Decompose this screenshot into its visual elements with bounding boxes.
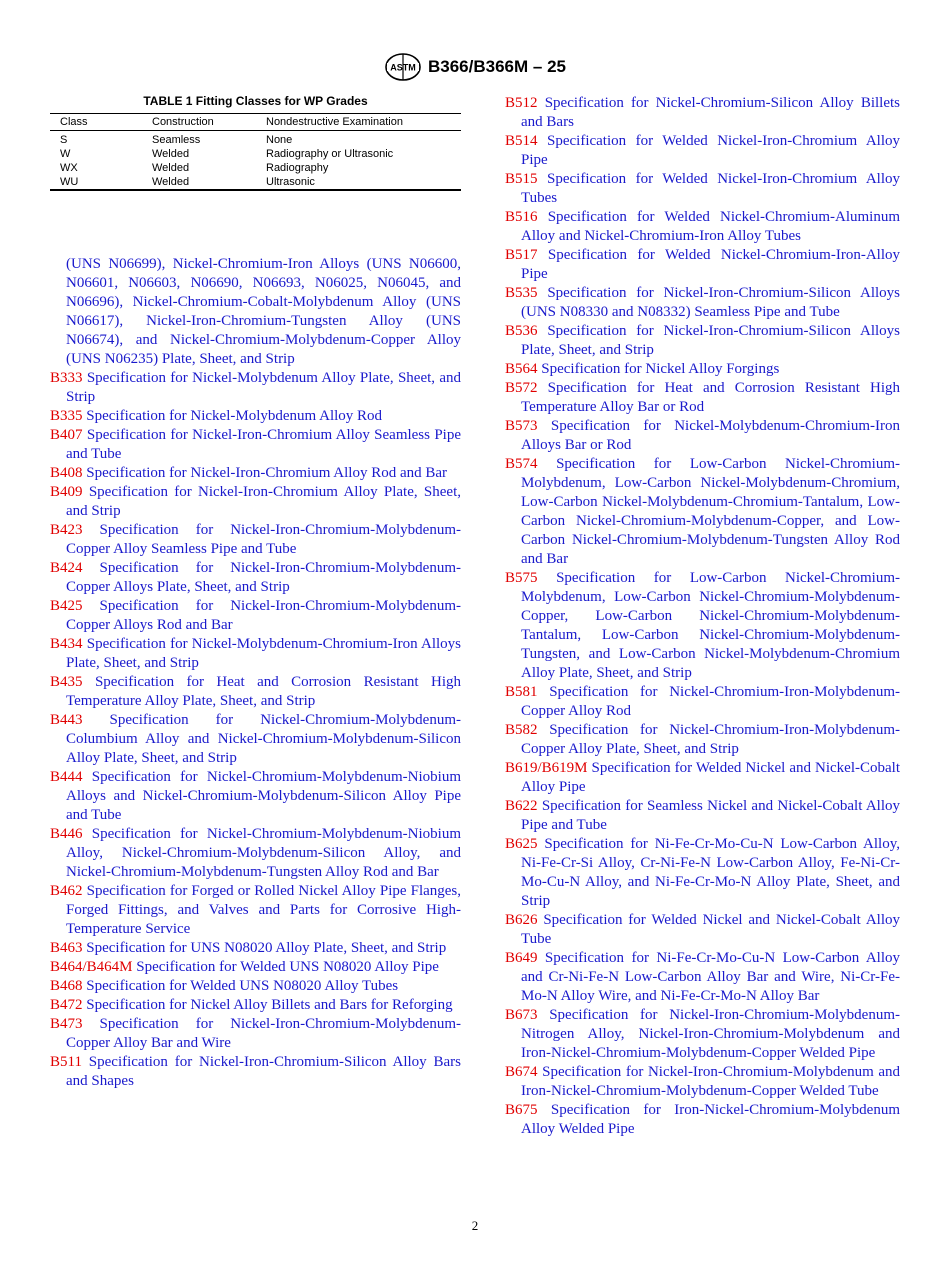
- reference-item: [505, 455, 900, 569]
- reference-item: [50, 768, 461, 825]
- reference-code-link[interactable]: B468: [50, 978, 83, 994]
- reference-title-link[interactable]: Specification for Nickel-Chromium-Iron-Molybdenum-Copper Alloy Rod: [521, 684, 900, 719]
- reference-code-link[interactable]: B462: [50, 883, 83, 899]
- reference-code-link[interactable]: B564: [505, 361, 538, 377]
- reference-code-link[interactable]: B515: [505, 171, 538, 187]
- reference-code-link[interactable]: B473: [50, 1016, 83, 1032]
- reference-item: [505, 360, 900, 379]
- reference-title-link[interactable]: Specification for Nickel-Iron-Chromium-Molybdenum-Copper Alloy Bar and Wire: [66, 1016, 462, 1051]
- reference-code-link[interactable]: B464/B464M: [50, 959, 133, 975]
- astm-logo-icon: [384, 52, 422, 82]
- reference-title-link[interactable]: Specification for Nickel-Chromium-Silicon Alloy Billets and Bars: [521, 95, 900, 130]
- reference-title-link[interactable]: Specification for Nickel-Iron-Chromium-Silicon Alloys (UNS N08330 and N08332) Seamless Pipe and Tube: [521, 285, 900, 320]
- reference-item: [505, 1006, 900, 1063]
- reference-title-link[interactable]: Specification for Welded Nickel-Chromium-Aluminum Alloy and Nickel-Chromium-Iron Alloy Tubes: [521, 209, 901, 244]
- reference-item: [505, 170, 900, 208]
- reference-title-link[interactable]: Specification for Welded Nickel-Iron-Chromium Alloy Tubes: [521, 171, 901, 206]
- reference-title-link[interactable]: Specification for Nickel Alloy Forgings: [541, 361, 780, 377]
- left-column: [50, 94, 461, 1091]
- reference-item: [505, 721, 900, 759]
- reference-title-link[interactable]: Specification for Nickel Alloy Billets and Bars for Reforging: [86, 997, 453, 1013]
- reference-item: [505, 911, 900, 949]
- table-cell: Welded: [152, 176, 190, 188]
- table-cell: Welded: [152, 148, 190, 160]
- reference-title-link[interactable]: Specification for Nickel-Chromium-Iron-Molybdenum-Copper Alloy Plate, Sheet, and Strip: [521, 722, 900, 757]
- table-cell: Ultrasonic: [266, 176, 315, 188]
- reference-title-link[interactable]: Specification for Forged or Rolled Nickel Alloy Pipe Flanges, Forged Fittings, and Valves and Parts for Corrosive High-Temperature Service: [66, 883, 462, 937]
- reference-title-link[interactable]: Specification for Iron-Nickel-Chromium-Molybdenum Alloy Welded Pipe: [521, 1102, 901, 1137]
- right-reference-list: [505, 94, 900, 1139]
- reference-item: [50, 426, 461, 464]
- reference-title-link[interactable]: Specification for Heat and Corrosion Resistant High Temperature Alloy Bar or Rod: [521, 380, 900, 415]
- column-header-class: Class: [50, 114, 142, 131]
- reference-code-link[interactable]: B675: [505, 1102, 538, 1118]
- table-header-row: [50, 114, 461, 131]
- reference-item: [50, 464, 461, 483]
- reference-title-link[interactable]: Specification for Nickel-Molybdenum Alloy Rod: [86, 408, 383, 424]
- reference-item: [505, 94, 900, 132]
- table-row: [50, 131, 461, 148]
- reference-title-link[interactable]: Specification for Welded Nickel and Nickel-Cobalt Alloy Pipe: [521, 760, 900, 795]
- column-header-construction: Construction: [142, 114, 256, 131]
- page-header: [0, 52, 950, 87]
- reference-code-link[interactable]: B673: [505, 1007, 538, 1023]
- reference-code-link[interactable]: B581: [505, 684, 538, 700]
- reference-code-link[interactable]: B472: [50, 997, 83, 1013]
- right-column: [505, 94, 900, 1139]
- reference-item: [50, 369, 461, 407]
- reference-code-link[interactable]: B514: [505, 133, 538, 149]
- reference-item: [505, 132, 900, 170]
- reference-item: [50, 483, 461, 521]
- reference-code-link[interactable]: B574: [505, 456, 538, 472]
- reference-code-link[interactable]: B619/B619M: [505, 760, 588, 776]
- table-caption: TABLE 1 Fitting Classes for WP Grades: [143, 94, 368, 108]
- reference-title-link[interactable]: Specification for Welded UNS N08020 Alloy Tubes: [86, 978, 399, 994]
- reference-title-link[interactable]: Specification for Nickel-Chromium-Molybdenum-Niobium Alloy, Nickel-Chromium-Molybdenum-Silicon Alloy, and Nickel-Chromium-Molybdenum-Tungsten Alloy Rod and Bar: [66, 826, 462, 880]
- reference-item: [505, 797, 900, 835]
- column-header-nde: Nondestructive Examination: [256, 114, 461, 131]
- reference-code-link[interactable]: B511: [50, 1054, 82, 1070]
- reference-code-link[interactable]: B517: [505, 247, 538, 263]
- reference-title-link[interactable]: Specification for Welded Nickel-Chromium-Iron-Alloy Pipe: [521, 247, 900, 282]
- reference-title-link[interactable]: Specification for Nickel-Iron-Chromium-Silicon Alloy Bars and Shapes: [66, 1054, 461, 1089]
- reference-item: [505, 569, 900, 683]
- fitting-classes-table: [50, 113, 461, 191]
- table-cell: None: [266, 134, 293, 146]
- reference-code-link[interactable]: B622: [505, 798, 538, 814]
- table-cell: Radiography: [266, 162, 329, 174]
- reference-code-link[interactable]: B463: [50, 940, 83, 956]
- reference-code-link[interactable]: B572: [505, 380, 538, 396]
- reference-code-link[interactable]: B536: [505, 323, 538, 339]
- reference-title-link[interactable]: Specification for Welded Nickel and Nickel-Cobalt Alloy Tube: [521, 912, 900, 947]
- reference-code-link[interactable]: B408: [50, 465, 83, 481]
- reference-item: [505, 1101, 900, 1139]
- reference-code-link[interactable]: B435: [50, 674, 83, 690]
- reference-code-link[interactable]: B516: [505, 209, 538, 225]
- reference-title-link[interactable]: Specification for Nickel-Molybdenum-Chromium-Iron Alloys Bar or Rod: [521, 418, 901, 453]
- reference-continuation: (UNS N06699), Nickel-Chromium-Iron Alloys (UNS N06600, N06601, N06603, N06690, N06693, N06025, N06045, and N06696), Nickel-Chromium-Cobalt-Molybdenum Alloy (UNS N06617), Nickel-Iron-Chromium-Tungsten Alloy (UNS N06674), and Nickel-Chromium-Molybdenum-Copper Alloy (UNS N06235) Plate, Sheet, and Strip: [66, 256, 461, 367]
- reference-code-link[interactable]: B512: [505, 95, 538, 111]
- reference-item: [50, 996, 461, 1015]
- left-reference-list: [50, 255, 461, 1091]
- reference-title-link[interactable]: Specification for Nickel-Chromium-Molybdenum-Columbium Alloy and Nickel-Chromium-Molybdenum-Silicon Alloy Plate, Sheet, and Strip: [66, 712, 461, 766]
- reference-item: [50, 1015, 461, 1053]
- reference-title-link[interactable]: Specification for Nickel-Iron-Chromium Alloy Rod and Bar: [86, 465, 448, 481]
- reference-item: [505, 1063, 900, 1101]
- reference-item: [50, 939, 461, 958]
- reference-item: [505, 379, 900, 417]
- reference-code-link[interactable]: B674: [505, 1064, 538, 1080]
- reference-item: [50, 1053, 461, 1091]
- table-row: [50, 147, 461, 161]
- reference-item: [505, 949, 900, 1006]
- reference-code-link[interactable]: B626: [505, 912, 538, 928]
- reference-title-link[interactable]: Specification for Nickel-Iron-Chromium-Molybdenum-Copper Alloys Plate, Sheet, and Strip: [66, 560, 462, 595]
- reference-code-link[interactable]: B575: [505, 570, 538, 586]
- reference-item: [50, 825, 461, 882]
- table-cell: S: [60, 134, 68, 146]
- page-number: 2: [471, 1218, 479, 1233]
- reference-title-link[interactable]: Specification for Nickel-Iron-Chromium-Molybdenum and Iron-Nickel-Chromium-Molybdenum-Copper Welded Tube: [521, 1064, 901, 1099]
- reference-code-link[interactable]: B535: [505, 285, 538, 301]
- reference-title-link[interactable]: Specification for Seamless Nickel and Nickel-Cobalt Alloy Pipe and Tube: [521, 798, 900, 833]
- table-cell: WU: [60, 176, 79, 188]
- reference-code-link[interactable]: B434: [50, 636, 83, 652]
- reference-title-link[interactable]: Specification for Nickel-Iron-Chromium-Molybdenum-Nitrogen Alloy, Nickel-Iron-Chromium-Molybdenum and Iron-Nickel-Chromium-Molybdenum-Copper Welded Pipe: [521, 1007, 900, 1061]
- table-cell: WX: [60, 162, 78, 174]
- table-cell: W: [60, 148, 71, 160]
- reference-code-link[interactable]: B335: [50, 408, 83, 424]
- reference-code-link[interactable]: B573: [505, 418, 538, 434]
- reference-item: [50, 977, 461, 996]
- reference-code-link[interactable]: B423: [50, 522, 83, 538]
- reference-code-link[interactable]: B409: [50, 484, 83, 500]
- reference-title-link[interactable]: Specification for Heat and Corrosion Resistant High Temperature Alloy Plate, Sheet, and Strip: [66, 674, 462, 709]
- reference-item: [50, 521, 461, 559]
- reference-code-link[interactable]: B333: [50, 370, 83, 386]
- document-designation: B366/B366M – 25: [428, 57, 566, 76]
- table-cell: Welded: [152, 162, 190, 174]
- reference-title-link[interactable]: Specification for Ni-Fe-Cr-Mo-Cu-N Low-Carbon Alloy, Ni-Fe-Cr-Si Alloy, Cr-Ni-Fe-N Low-Carbon Alloy, Fe-Ni-Cr-Mo-Cu-N Alloy, and Ni-Fe-Cr-Mo-N Alloy Plate, Sheet, and Strip: [521, 836, 901, 909]
- table-row: [50, 175, 461, 190]
- logo-text: ASTM: [390, 62, 416, 73]
- reference-item: [50, 882, 461, 939]
- reference-code-link[interactable]: B444: [50, 769, 83, 785]
- reference-title-link[interactable]: Specification for Nickel-Molybdenum-Chromium-Iron Alloys Plate, Sheet, and Strip: [66, 636, 461, 671]
- reference-title-link[interactable]: Specification for Low-Carbon Nickel-Chromium-Molybdenum, Low-Carbon Nickel-Molybdenum-Chromium, Low-Carbon Nickel-Molybdenum-Chromium-Tantalum, Low-Carbon Nickel-Chromium-Molybdenum-Copper, and Low-Carbon Nickel-Chromium-Molybdenum-Tungsten Alloy Rod and Bar: [521, 456, 900, 567]
- reference-title-link[interactable]: Specification for Welded Nickel-Iron-Chromium Alloy Pipe: [521, 133, 901, 168]
- reference-item: [505, 683, 900, 721]
- reference-title-link[interactable]: Specification for Nickel-Molybdenum Alloy Plate, Sheet, and Strip: [66, 370, 461, 405]
- reference-item: [505, 322, 900, 360]
- reference-code-link[interactable]: B582: [505, 722, 538, 738]
- reference-item: [50, 407, 461, 426]
- reference-title-link[interactable]: Specification for UNS N08020 Alloy Plate, Sheet, and Strip: [86, 940, 447, 956]
- table-cell: Radiography or Ultrasonic: [266, 148, 394, 160]
- reference-code-link[interactable]: B625: [505, 836, 538, 852]
- reference-title-link[interactable]: Specification for Nickel-Chromium-Molybdenum-Niobium Alloys and Nickel-Chromium-Molybdenum-Silicon Alloy Pipe and Tube: [66, 769, 462, 823]
- reference-item: [50, 559, 461, 597]
- reference-title-link[interactable]: Specification for Low-Carbon Nickel-Chromium-Molybdenum, Low-Carbon Nickel-Chromium-Molybdenum-Copper, Low-Carbon Nickel-Chromium-Molybdenum-Tantalum, Low-Carbon Nickel-Chromium-Molybdenum-Tungsten, and Low-Carbon Nickel-Molybdenum-Chromium Alloy Plate, Sheet, and Strip: [521, 570, 900, 681]
- reference-code-link[interactable]: B425: [50, 598, 83, 614]
- reference-title-link[interactable]: Specification for Welded UNS N08020 Alloy Pipe: [136, 959, 439, 975]
- reference-title-link[interactable]: Specification for Ni-Fe-Cr-Mo-Cu-N Low-Carbon Alloy and Cr-Ni-Fe-N Low-Carbon Alloy Bar and Wire, Ni-Cr-Fe-Mo-N Alloy Wire, and Ni-Fe-Cr-Mo-N Alloy Bar: [521, 950, 901, 1004]
- table-cell: Seamless: [152, 134, 201, 146]
- reference-title-link[interactable]: Specification for Nickel-Iron-Chromium-Silicon Alloys Plate, Sheet, and Strip: [521, 323, 900, 358]
- reference-item: [505, 759, 900, 797]
- table-row: [50, 161, 461, 175]
- reference-item: [505, 246, 900, 284]
- reference-item: [50, 597, 461, 635]
- reference-code-link[interactable]: B407: [50, 427, 83, 443]
- reference-item: [505, 417, 900, 455]
- reference-title-link[interactable]: Specification for Nickel-Iron-Chromium Alloy Plate, Sheet, and Strip: [66, 484, 461, 519]
- reference-title-link[interactable]: Specification for Nickel-Iron-Chromium Alloy Seamless Pipe and Tube: [66, 427, 461, 462]
- reference-item: [505, 284, 900, 322]
- reference-code-link[interactable]: B649: [505, 950, 538, 966]
- reference-item: [50, 673, 461, 711]
- reference-title-link[interactable]: Specification for Nickel-Iron-Chromium-Molybdenum-Copper Alloy Seamless Pipe and Tube: [66, 522, 462, 557]
- reference-item: [505, 208, 900, 246]
- reference-title-link[interactable]: Specification for Nickel-Iron-Chromium-Molybdenum-Copper Alloys Rod and Bar: [66, 598, 462, 633]
- reference-item: [505, 835, 900, 911]
- reference-code-link[interactable]: B443: [50, 712, 83, 728]
- reference-item: [50, 635, 461, 673]
- reference-item: [50, 958, 461, 977]
- reference-code-link[interactable]: B446: [50, 826, 83, 842]
- reference-code-link[interactable]: B424: [50, 560, 83, 576]
- reference-item: [50, 711, 461, 768]
